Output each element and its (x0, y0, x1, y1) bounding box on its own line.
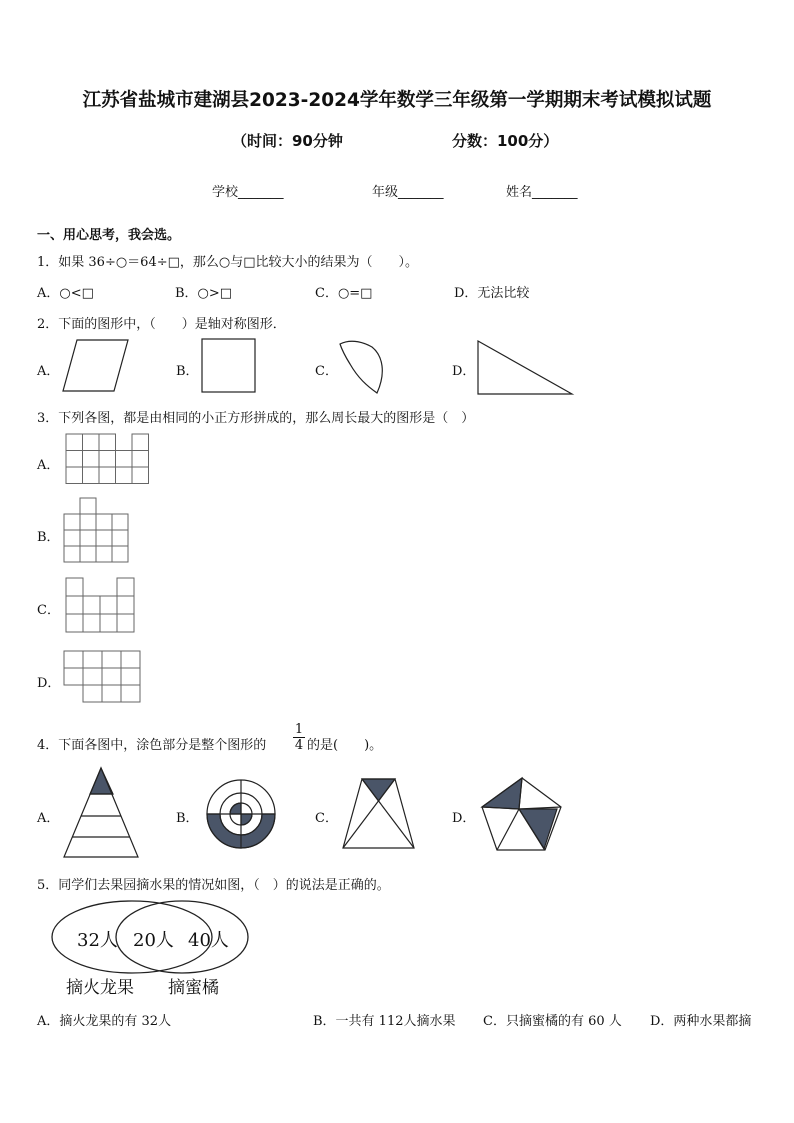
question-1-stem: 1．如果 36÷○＝64÷□，那么○与□比较大小的结果为（ ）。 (37, 255, 419, 270)
question-5-option-b[interactable]: B．一共有 112人摘水果 (313, 1014, 456, 1029)
question-1-option-c[interactable]: C．○=□ (315, 286, 373, 301)
exam-time: （时间：90分钟 (232, 132, 343, 150)
school-field: 学校_______ (212, 185, 284, 200)
venn-left-label: 摘火龙果 (66, 978, 134, 998)
question-5-option-c[interactable]: C．只摘蜜橘的有 60 人 (483, 1014, 622, 1029)
exam-score: 分数：100分） (452, 132, 559, 150)
question-4-option-d[interactable]: D． (452, 811, 476, 826)
question-3-option-b[interactable]: B． (37, 530, 60, 545)
question-1-option-b[interactable]: B．○>□ (175, 286, 233, 301)
question-5-stem: 5．同学们去果园摘水果的情况如图，（ ）的说法是正确的。 (37, 878, 390, 893)
question-3-option-d[interactable]: D． (37, 676, 61, 691)
venn-left-value: 32人 (77, 930, 118, 951)
question-1-option-a[interactable]: A．○<□ (37, 286, 94, 301)
question-2-option-c[interactable]: C． (315, 364, 338, 379)
question-4-option-c[interactable]: C． (315, 811, 338, 826)
grade-field: 年级_______ (372, 185, 444, 200)
venn-both-value: 20人 (133, 930, 174, 951)
question-1-option-d[interactable]: D．无法比较 (454, 286, 530, 301)
exam-title: 江苏省盐城市建湖县2023-2024学年数学三年级第一学期期末考试模拟试题 (82, 90, 712, 111)
question-3-stem: 3．下列各图，都是由相同的小正方形拼成的，那么周长最大的图形是（ ） (37, 411, 475, 426)
question-2-option-b[interactable]: B． (176, 364, 199, 379)
section-heading: 一、用心思考，我会选。 (37, 228, 181, 243)
question-2-option-a[interactable]: A． (37, 364, 60, 379)
question-4-option-b[interactable]: B． (176, 811, 199, 826)
question-4-option-a[interactable]: A． (37, 811, 60, 826)
question-3-option-c[interactable]: C． (37, 603, 60, 618)
question-4-stem: 4．下面各图中，涂色部分是整个图形的 (37, 738, 267, 753)
question-2-option-d[interactable]: D． (452, 364, 476, 379)
question-5-option-a[interactable]: A．摘火龙果的有 32人 (37, 1014, 172, 1029)
question-3-option-a[interactable]: A． (37, 458, 60, 473)
question-2-stem: 2．下面的图形中，（ ）是轴对称图形． (37, 317, 286, 332)
venn-right-label: 摘蜜橘 (168, 978, 219, 998)
question-5-option-d[interactable]: D．两种水果都摘 (650, 1014, 752, 1029)
fraction-numerator: 1 (294, 722, 304, 737)
fraction-denominator: 4 (294, 738, 304, 753)
name-field: 姓名_______ (506, 185, 578, 200)
question-4-stem-end: 的是( )。 (307, 738, 383, 753)
venn-right-value: 40人 (188, 930, 229, 951)
